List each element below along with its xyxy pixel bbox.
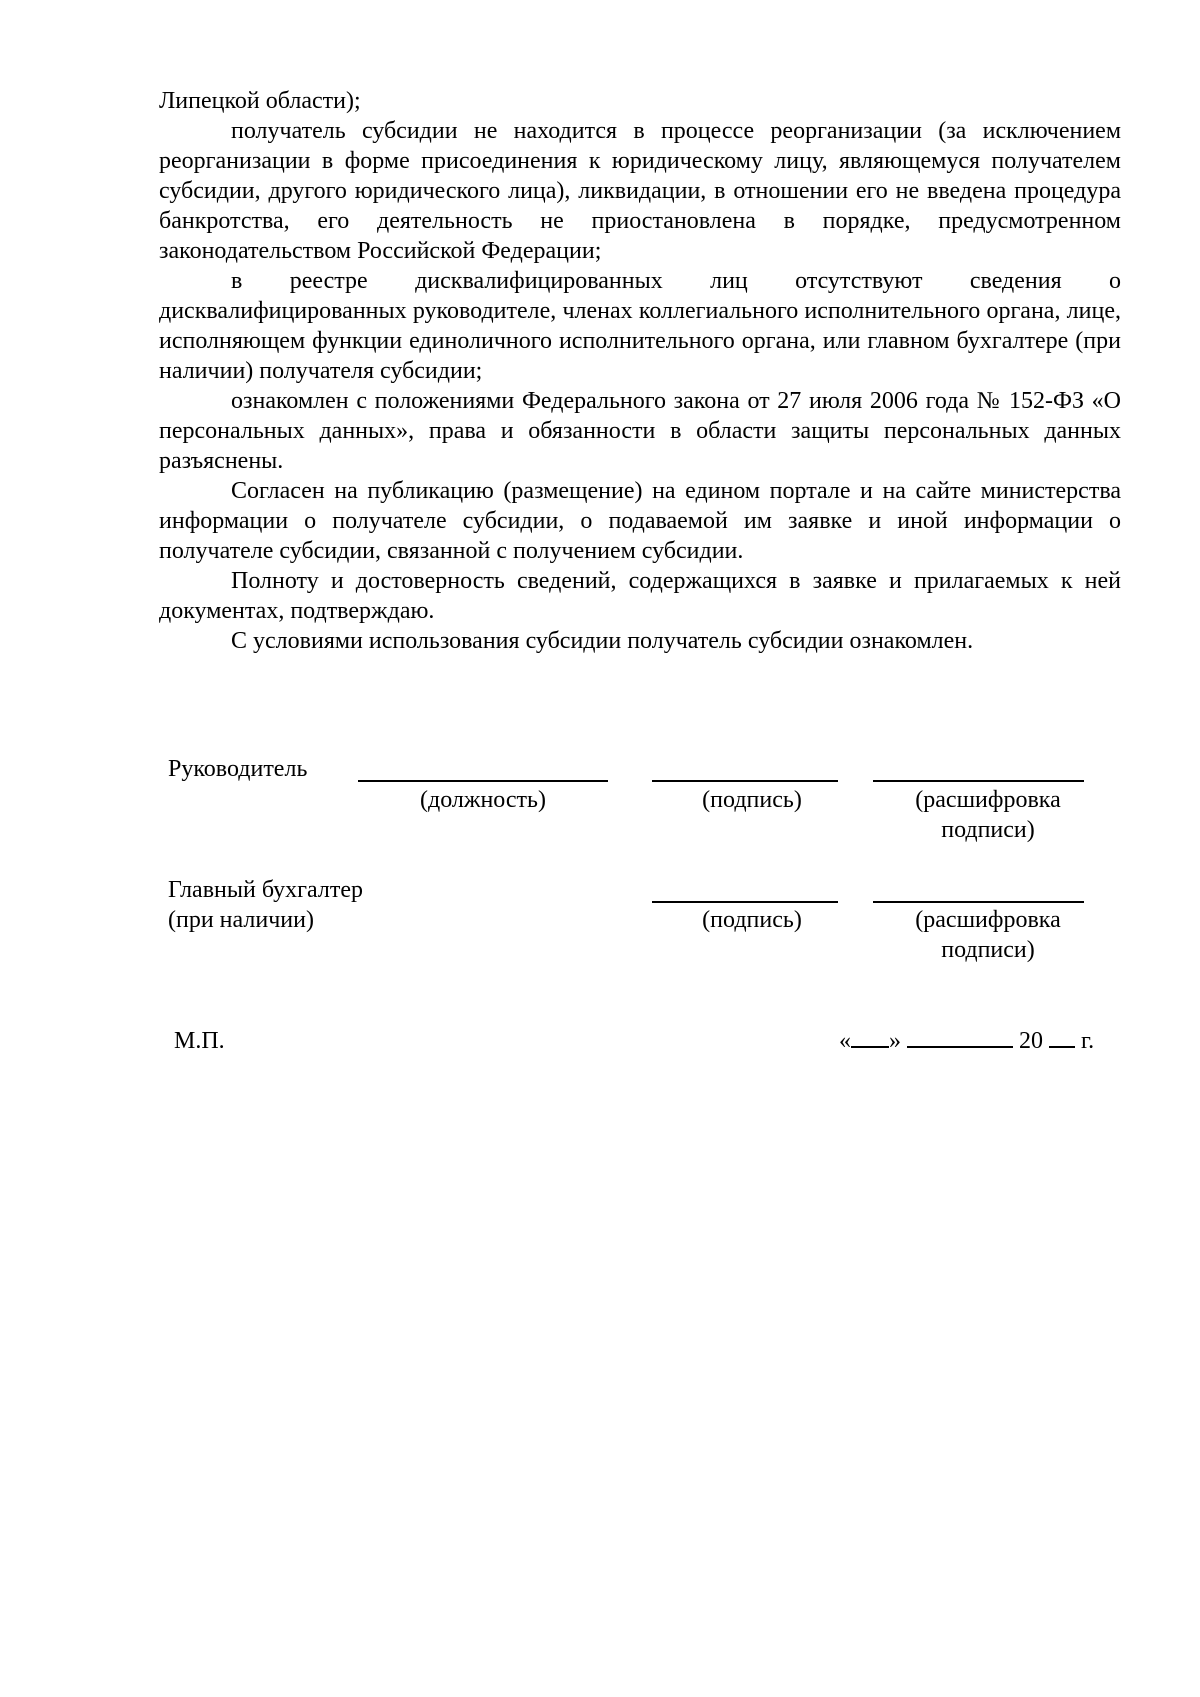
accountant-decode-caption-2: подписи) (941, 937, 1035, 963)
accountant-decode-line[interactable] (873, 901, 1084, 903)
head-position-line[interactable] (358, 780, 608, 782)
date-day-blank[interactable] (851, 1026, 889, 1048)
paragraph-conditions: С условиями использования субсидии получатель субсидии ознакомлен. (231, 628, 974, 654)
body-text (159, 86, 1121, 656)
accountant-decode-caption-1: (расшифровка (915, 907, 1061, 933)
date-close-quote: » (889, 1028, 901, 1054)
head-label: Руководитель (168, 756, 308, 782)
date-year-suffix: г. (1081, 1028, 1095, 1054)
date-open-quote: « (839, 1028, 851, 1054)
paragraph-reorganization: получатель субсидии не находится в процессе реорганизации (за исключением реорганизации в форме присоединения к юридическому лицу, являющемуся получателем субсидии, другого юридического лица), ликвидации, в отношении его не введена процедура банкротства, его деятельность не приостановлена в порядке, предусмотренном законодательством Российской Федерации; (159, 118, 1121, 264)
paragraph-completeness: Полноту и достоверность сведений, содержащихся в заявке и прилагаемых к ней документах, подтверждаю. (159, 568, 1121, 624)
date-field (839, 1026, 1094, 1056)
head-position-caption: (должность) (420, 787, 546, 813)
accountant-signature-line[interactable] (652, 901, 838, 903)
stamp-place: М.П. (174, 1028, 225, 1054)
head-decode-caption-1: (расшифровка (915, 787, 1061, 813)
head-signature-caption: (подпись) (702, 787, 802, 813)
head-decode-line[interactable] (873, 780, 1084, 782)
paragraph-continuation: Липецкой области); (159, 88, 361, 114)
paragraph-publication-consent: Согласен на публикацию (размещение) на едином портале и на сайте министерства информации о получателе субсидии, о подаваемой им заявке и иной информации о получателе субсидии, связанной с получением субсидии. (159, 478, 1121, 564)
date-year-prefix: 20 (1019, 1028, 1043, 1054)
accountant-signature-caption: (подпись) (702, 907, 802, 933)
head-signature-line[interactable] (652, 780, 838, 782)
accountant-label: Главный бухгалтер (168, 877, 363, 903)
date-month-blank[interactable] (907, 1026, 1013, 1048)
date-year-blank[interactable] (1049, 1026, 1075, 1048)
accountant-label-note: (при наличии) (168, 907, 314, 933)
head-decode-caption-2: подписи) (941, 817, 1035, 843)
paragraph-personal-data: ознакомлен с положениями Федерального закона от 27 июля 2006 года № 152-ФЗ «О персональных данных», права и обязанности в области защиты персональных данных разъяснены. (159, 388, 1121, 474)
paragraph-disqualified-registry: в реестре дисквалифицированных лиц отсутствуют сведения о дисквалифицированных руководителе, членах коллегиального исполнительного органа, лице, исполняющем функции единоличного исполнительного органа, или главном бухгалтере (при наличии) получателя субсидии; (159, 268, 1121, 384)
